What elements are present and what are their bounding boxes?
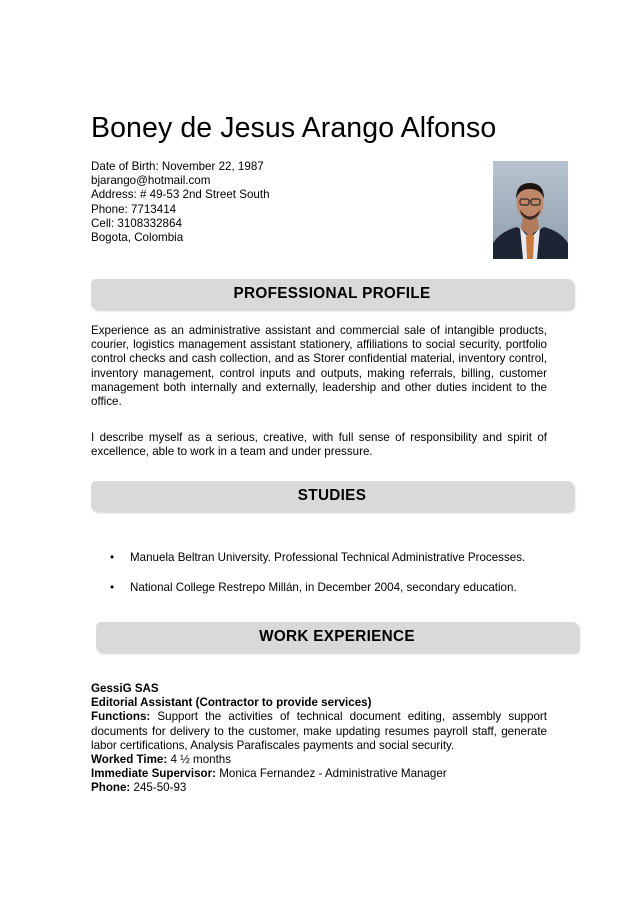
job-position: Editorial Assistant (Contractor to provide services) [91, 696, 372, 710]
phone-value: 245-50-93 [130, 781, 187, 795]
date-of-birth: Date of Birth: November 22, 1987 [91, 160, 264, 173]
job-functions [91, 710, 547, 753]
phone: Phone: 7713414 [91, 202, 177, 216]
cell: Cell: 3108332864 [91, 216, 182, 230]
supervisor-value: Monica Fernandez - Administrative Manager [216, 767, 447, 781]
list-item [91, 580, 561, 595]
functions-text: Support the activities of technical document editing, assembly support documents for delivery to the customer, make updating resumes payroll staff, generate labor certifications, Analysis Parafiscales payments and social security. [91, 710, 547, 752]
worked-time-label: Worked Time: [91, 753, 168, 767]
company-name: GessiG SAS [91, 682, 159, 695]
bullet-icon: • [110, 551, 115, 564]
contact-block [91, 160, 270, 245]
study-item-text: Manuela Beltran University. Professional Technical Administrative Processes. [130, 551, 526, 564]
city: Bogota, Colombia [91, 231, 184, 245]
immediate-supervisor [91, 767, 547, 781]
studies-list [91, 550, 561, 610]
section-header-professional-profile: PROFESSIONAL PROFILE [91, 279, 573, 309]
section-header-work-experience: WORK EXPERIENCE [96, 622, 578, 652]
supervisor-label: Immediate Supervisor: [91, 767, 216, 781]
profile-paragraph: Experience as an administrative assistant and commercial sale of intangible products, courier, logistics management assistant stationery, affiliations to social security, portfolio control checks and cash collection, and as Storer confidential material, inventory control, inventory management, control inputs and outputs, making referrals, billing, customer management both internally and externally, leadership and other duties incident to the office. [91, 324, 547, 409]
address: Address: # 49-53 2nd Street South [91, 188, 270, 202]
phone-label: Phone: [91, 781, 131, 795]
section-header-studies: STUDIES [91, 481, 573, 511]
email: bjarango@hotmail.com [91, 174, 211, 188]
bullet-icon: • [110, 581, 115, 594]
functions-label: Functions: [91, 710, 151, 724]
worked-time-value: 4 ½ months [167, 753, 232, 767]
profile-photo [493, 161, 568, 259]
profile-paragraph: I describe myself as a serious, creative, with full sense of responsibility and spirit of excellence, able to work in a team and under pressure. [91, 431, 547, 459]
worked-time [91, 753, 547, 767]
candidate-name: Boney de Jesus Arango Alfonso [91, 112, 497, 144]
work-phone [91, 781, 547, 795]
study-item-text: National College Restrepo Millán, in December 2004, secondary education. [130, 581, 517, 594]
list-item [91, 550, 561, 565]
work-entry [91, 682, 547, 796]
